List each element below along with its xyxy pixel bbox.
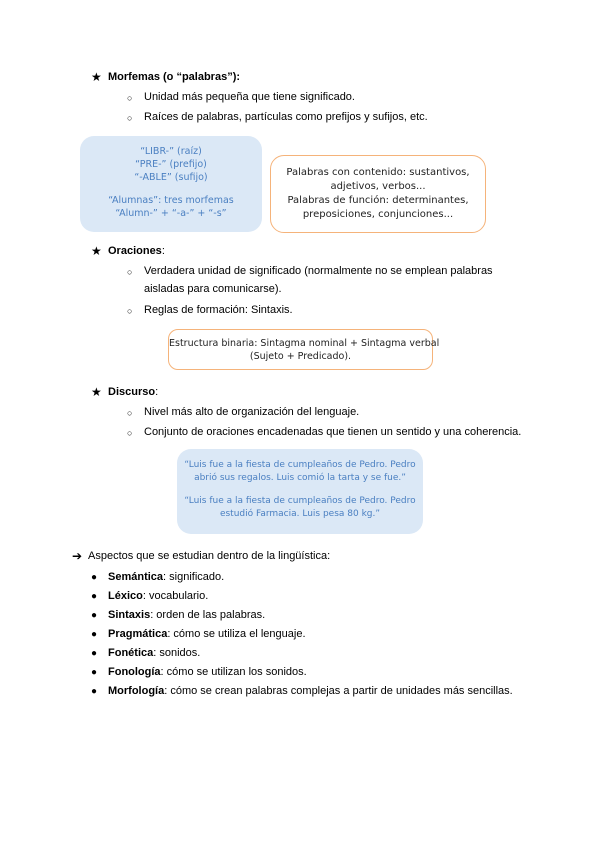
aspect-desc: : cómo se crean palabras complejas a partir de unidades más sencillas. <box>164 685 513 697</box>
example-line: “PRE-” (prefijo) <box>135 159 207 170</box>
example-line: “Alumnas”: tres morfemas <box>108 195 234 206</box>
filled-bullet-icon: ● <box>91 591 98 602</box>
example-line: “-ABLE” (sufijo) <box>134 172 208 183</box>
hollow-circle-bullet-icon: ○ <box>127 408 133 418</box>
aspect-item <box>108 666 307 678</box>
aspect-desc: : sonidos. <box>153 647 201 659</box>
structure-line: (Sujeto + Predicado). <box>249 351 352 362</box>
aspect-term: Fonética <box>108 647 154 659</box>
aspectos-intro: Aspectos que se estudian dentro de la lingüística: <box>88 550 331 562</box>
oraciones-item-1-cont: aisladas para comunicarse). <box>144 283 282 295</box>
discourse-example-line: abrió sus regalos. Luis comió la tarta y se fue.” <box>194 473 406 483</box>
aspect-item <box>108 609 265 621</box>
discurso-item-1: Nivel más alto de organización del lenguaje. <box>144 406 360 418</box>
discourse-example-box <box>177 449 423 534</box>
star-bullet-icon: ★ <box>91 244 102 258</box>
example-line: “Alumn-” + “-a-” + “-s” <box>115 208 227 219</box>
aspect-desc: : cómo se utiliza el lenguaje. <box>167 628 306 640</box>
hollow-circle-bullet-icon: ○ <box>127 113 133 123</box>
hollow-circle-bullet-icon: ○ <box>127 93 133 103</box>
arrow-right-icon: ➔ <box>72 549 83 563</box>
star-bullet-icon: ★ <box>91 385 102 399</box>
morfemas-title: Morfemas (o “palabras”) <box>108 71 237 83</box>
aspect-item <box>108 685 513 697</box>
word-types-line: Palabras de función: determinantes, <box>287 195 469 206</box>
filled-bullet-icon: ● <box>91 572 98 583</box>
aspect-desc: : cómo se utilizan los sonidos. <box>160 666 307 678</box>
word-types-box <box>270 155 486 233</box>
hollow-circle-bullet-icon: ○ <box>127 428 133 438</box>
discurso-colon: : <box>155 386 159 398</box>
hollow-circle-bullet-icon: ○ <box>127 267 133 277</box>
morfemas-example-box <box>80 136 262 232</box>
morfemas-item-1: Unidad más pequeña que tiene significado. <box>144 91 355 103</box>
aspect-item <box>108 571 224 583</box>
aspect-term: Sintaxis <box>108 609 151 621</box>
hollow-circle-bullet-icon: ○ <box>127 306 133 316</box>
aspect-term: Pragmática <box>108 628 168 640</box>
oraciones-title: Oraciones <box>108 245 162 257</box>
aspect-term: Fonología <box>108 666 161 678</box>
aspect-desc: : orden de las palabras. <box>150 609 266 621</box>
filled-bullet-icon: ● <box>91 667 98 678</box>
filled-bullet-icon: ● <box>91 686 98 697</box>
word-types-line: preposiciones, conjunciones... <box>302 209 454 220</box>
discourse-example-line: “Luis fue a la fiesta de cumpleaños de Pedro. Pedro <box>184 496 416 506</box>
morfemas-heading <box>108 71 240 83</box>
discurso-title: Discurso <box>108 386 156 398</box>
filled-bullet-icon: ● <box>91 648 98 659</box>
oraciones-item-2: Reglas de formación: Sintaxis. <box>144 304 293 316</box>
morfemas-item-2: Raíces de palabras, partículas como prefijos y sufijos, etc. <box>144 111 428 123</box>
discourse-example-line: “Luis fue a la fiesta de cumpleaños de Pedro. Pedro <box>184 460 416 470</box>
aspect-term: Léxico <box>108 590 143 602</box>
aspect-desc: : significado. <box>163 571 225 583</box>
word-types-line: Palabras con contenido: sustantivos, <box>286 167 470 178</box>
discurso-heading <box>108 386 158 398</box>
aspect-item <box>108 590 208 602</box>
structure-box <box>168 329 440 370</box>
structure-line: Estructura binaria: Sintagma nominal + Sintagma verbal <box>169 338 440 349</box>
oraciones-heading <box>108 245 165 257</box>
aspect-item <box>108 647 200 659</box>
discurso-item-2: Conjunto de oraciones encadenadas que tienen un sentido y una coherencia. <box>144 426 522 438</box>
example-line: “LIBR-” (raíz) <box>140 146 202 157</box>
aspect-term: Morfología <box>108 685 165 697</box>
oraciones-item-1: Verdadera unidad de significado (normalmente no se emplean palabras <box>144 265 493 277</box>
filled-bullet-icon: ● <box>91 610 98 621</box>
discourse-example-line: estudió Farmacia. Luis pesa 80 kg.” <box>219 509 381 519</box>
aspect-term: Semántica <box>108 571 164 583</box>
aspect-item <box>108 628 306 640</box>
oraciones-colon: : <box>161 245 165 257</box>
morfemas-colon: : <box>236 71 241 83</box>
word-types-line: adjetivos, verbos... <box>330 181 426 192</box>
star-bullet-icon: ★ <box>91 70 102 84</box>
filled-bullet-icon: ● <box>91 629 98 640</box>
aspect-desc: : vocabulario. <box>142 590 209 602</box>
